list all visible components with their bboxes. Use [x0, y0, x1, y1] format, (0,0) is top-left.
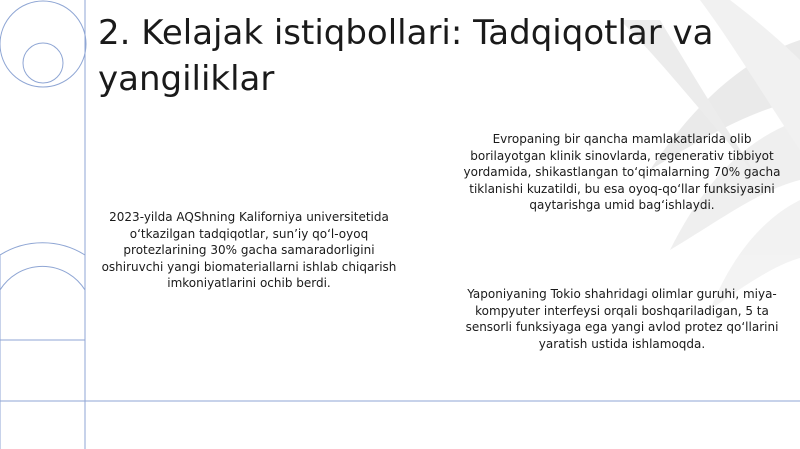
paragraph-california-research: 2023-yilda AQShning Kaliforniya universitetida o‘tkazilgan tadqiqotlar, sun’iy qo‘l-oyoq protezlarining 30% gacha samaradorligini oshiruvchi yangi biomateriallarni ishlab chiqarish imkoniyatlarini ochib berdi. — [101, 210, 397, 290]
slide-title: 2. Kelajak istiqbollari: Tadqiqotlar va yangiliklar — [98, 13, 714, 99]
paragraph-europe-trials: Evropaning bir qancha mamlakatlarida olib borilayotgan klinik sinovlarda, regenerativ tibbiyot yordamida, shikastlangan to‘qimalarning 70% gacha tiklanishi kuzatildi, bu esa oyoq-qo‘llar funksiyasini qaytarishga umid bag‘ishlaydi. — [463, 132, 781, 212]
paragraph-tokyo-research: Yaponiyaning Tokio shahridagi olimlar guruhi, miya-kompyuter interfeysi orqali boshqariladigan, 5 ta sensorli funksiyaga ega yangi avlod protez qo‘llarini yaratish ustida ishlamoqda. — [465, 287, 779, 351]
